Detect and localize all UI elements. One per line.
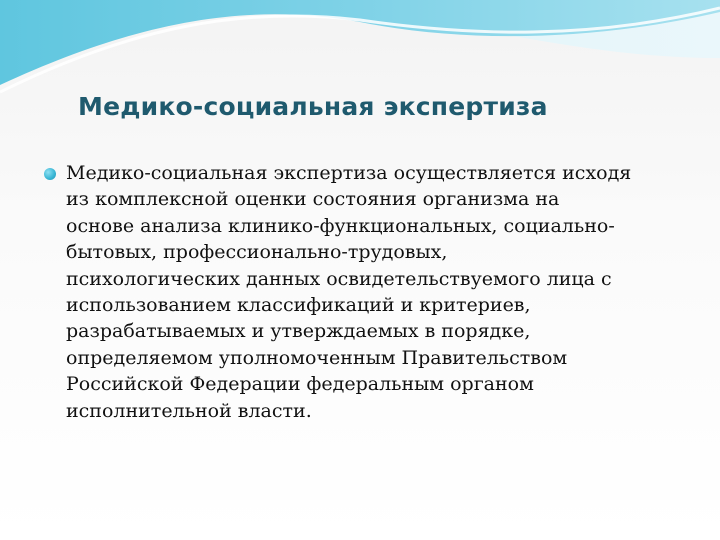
slide-content <box>40 160 690 424</box>
bullet-line: определяемом уполномоченным Правительством <box>66 346 568 369</box>
bullet-line: основе анализа клинико-функциональных, социально- <box>66 214 615 237</box>
bullet-line: психологических данных освидетельствуемого лица с <box>66 267 612 290</box>
bullet-line: из комплексной оценки состояния организма на <box>66 188 560 211</box>
slide-title: Медико-социальная экспертиза <box>78 92 548 121</box>
bullet-line: использованием классификаций и критериев, <box>66 294 531 317</box>
bullet-line: разрабатываемых и утверждаемых в порядке, <box>66 320 531 343</box>
bullet-icon <box>44 168 56 180</box>
bullet-line: бытовых, профессионально-трудовых, <box>66 241 448 264</box>
bullet-line: исполнительной власти. <box>66 399 312 422</box>
bullet-line: Российской Федерации федеральным органом <box>66 373 534 396</box>
bullet-text <box>66 160 690 424</box>
bullet-line: Медико-социальная экспертиза осуществляется исходя <box>66 162 632 184</box>
bullet-item <box>40 160 690 424</box>
